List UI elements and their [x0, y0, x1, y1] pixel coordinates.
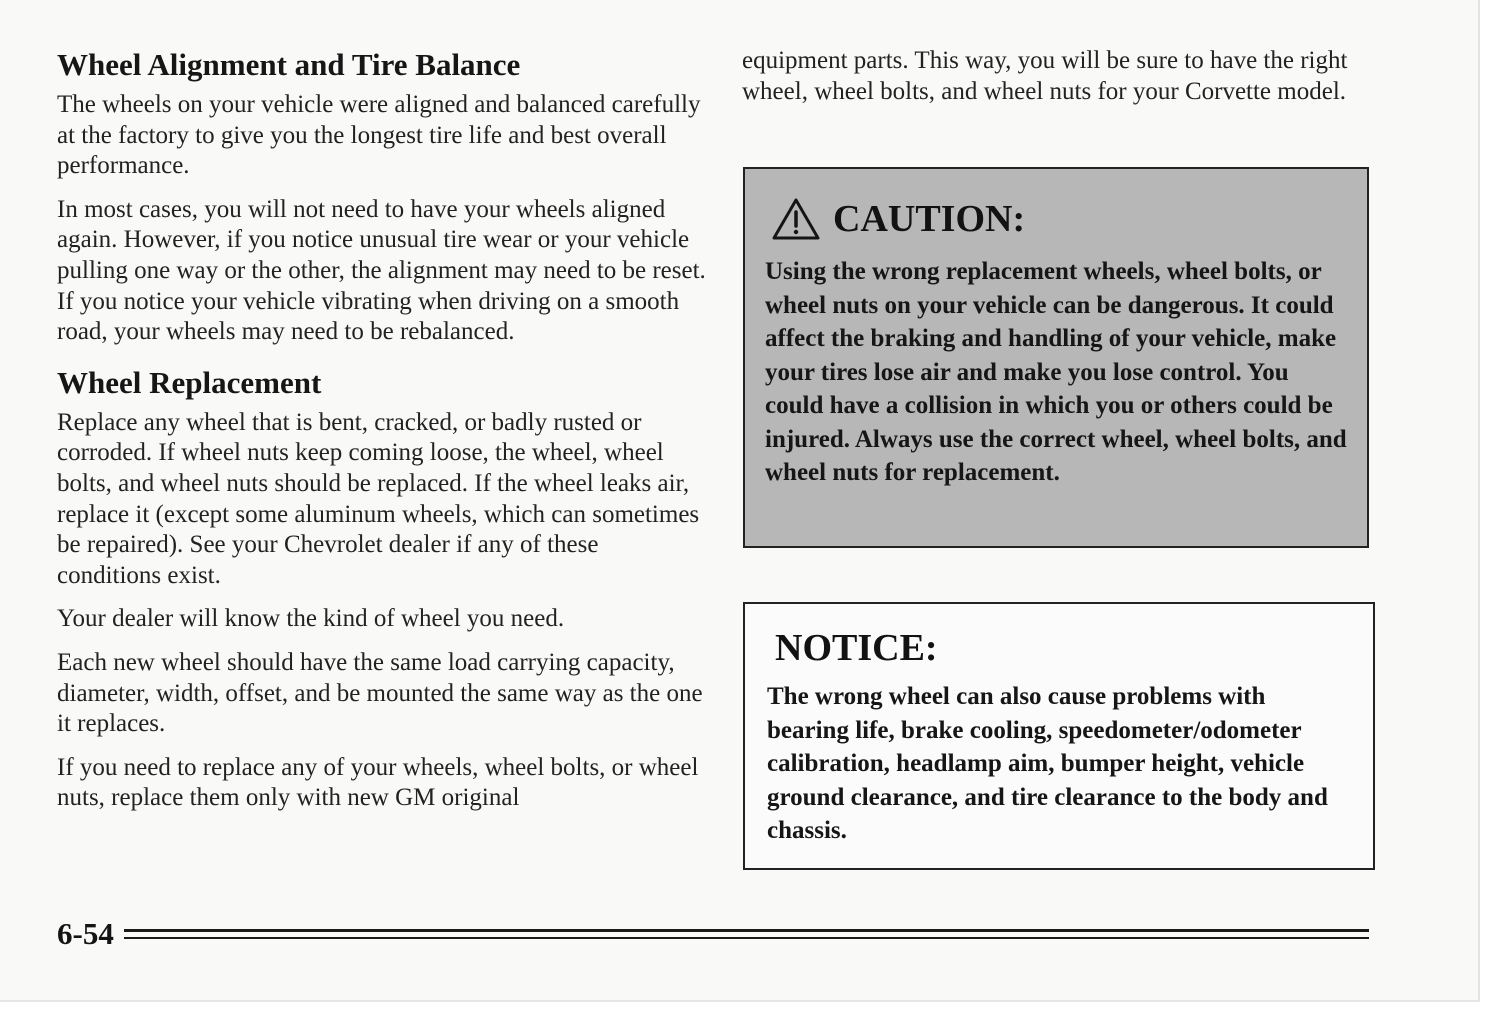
caution-box	[743, 167, 1369, 548]
caution-title: CAUTION:	[833, 198, 1026, 240]
heading-wheel-replacement: Wheel Replacement	[57, 364, 322, 400]
page-footer	[57, 914, 1369, 954]
paragraph-alignment-intro: The wheels on your vehicle were aligned and balanced carefully at the factory to give you the longest tire life and best overall performance.	[57, 91, 701, 180]
paragraph-new-wheel-specs: Each new wheel should have the same load carrying capacity, diameter, width, offset, and be mounted the same way as the one it replaces.	[57, 648, 703, 738]
paragraph-alignment-details: In most cases, you will not need to have your wheels aligned again. However, if you notice unusual tire wear or your vehicle pulling one way or the other, the alignment may need to be reset. If you notice your vehicle vibrating when driving on a smooth road, your wheels may need to be rebalanced.	[57, 195, 706, 346]
page-number: 6-54	[57, 916, 114, 951]
paragraph-replace-wheel: Replace any wheel that is bent, cracked, or badly rusted or corroded. If wheel nuts keep coming loose, the wheel, wheel bolts, and wheel nuts should be replaced. If the wheel leaks air, replace it (except some aluminum wheels, which can sometimes be repaired). See your Chevrolet dealer if any of these conditions exist.	[57, 408, 700, 589]
warning-triangle-icon	[771, 197, 821, 241]
caution-header	[771, 197, 1349, 241]
notice-title: NOTICE:	[775, 627, 938, 669]
right-column	[742, 46, 1382, 120]
caution-text: Using the wrong replacement wheels, wheel bolts, or wheel nuts on your vehicle can be dangerous. It could affect the braking and handling of your vehicle, make your tires lose air and make you lose control. You could have a collision in which you or others could be injured. Always use the correct wheel, wheel bolts, and wheel nuts for replacement.	[765, 258, 1347, 486]
heading-wheel-alignment: Wheel Alignment and Tire Balance	[57, 47, 521, 82]
notice-box	[743, 602, 1375, 870]
paragraph-dealer-knows: Your dealer will know the kind of wheel you need.	[57, 605, 565, 633]
notice-text: The wrong wheel can also cause problems with bearing life, brake cooling, speedometer/odometer calibration, headlamp aim, bumper height, vehicle ground clearance, and tire clearance to the body and chassis.	[767, 683, 1328, 844]
paragraph-continuation: equipment parts. This way, you will be sure to have the right wheel, wheel bolts, and wheel nuts for your Corvette model.	[742, 47, 1348, 105]
paragraph-gm-original: If you need to replace any of your wheels, wheel bolts, or wheel nuts, replace them only with new GM original	[57, 753, 699, 812]
left-column	[57, 46, 707, 827]
footer-double-rule	[124, 926, 1369, 942]
